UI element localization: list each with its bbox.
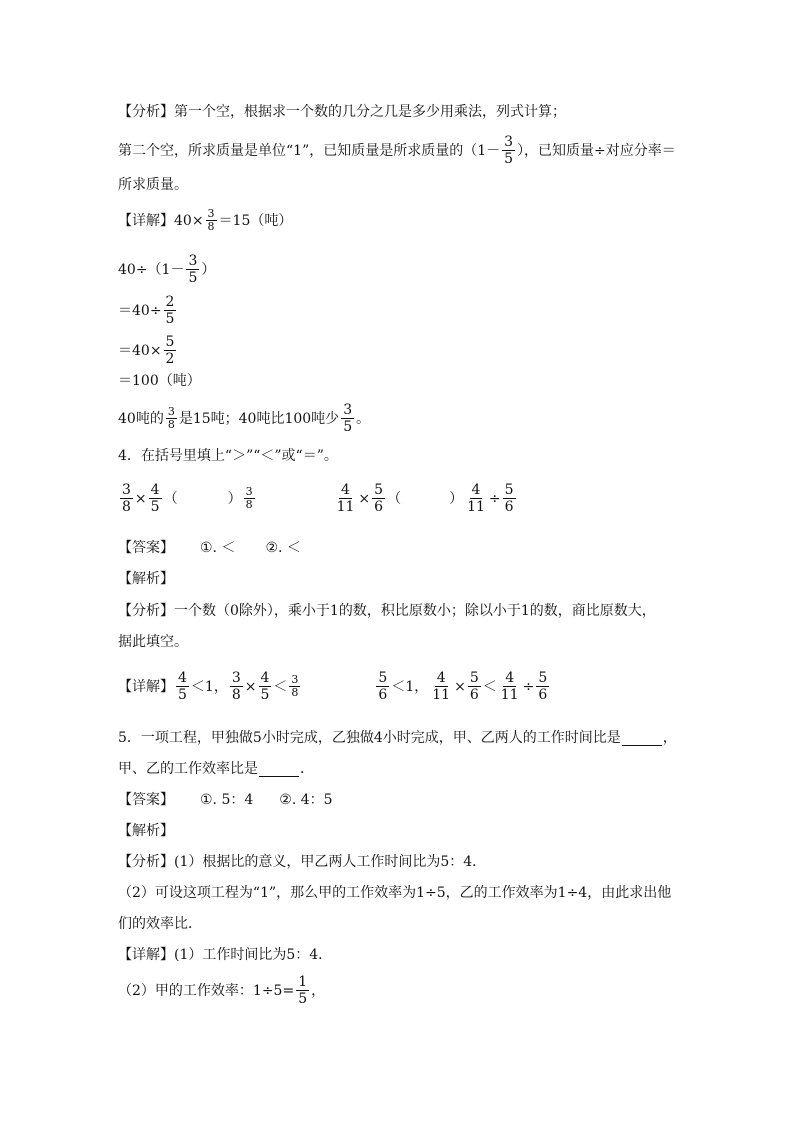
analysis-4-line-2 bbox=[118, 632, 188, 652]
analysis-text: （2）可设这项工程为“1”，那么甲的工作效率为1÷5，乙的工作效率为1÷4，由此求出他 bbox=[118, 885, 672, 901]
numerator: 3 bbox=[122, 482, 131, 498]
explanation-label: 【解析】 bbox=[118, 823, 174, 839]
answer-paren-open: （ bbox=[387, 490, 402, 507]
numerator: 3 bbox=[343, 402, 353, 418]
detail-line-2 bbox=[118, 253, 215, 286]
denominator: 8 bbox=[207, 220, 215, 233]
fraction-two-fifths bbox=[164, 294, 177, 327]
denominator: 6 bbox=[504, 499, 514, 515]
numerator: 4 bbox=[341, 482, 350, 498]
numerator: 5 bbox=[378, 670, 388, 686]
numerator: 4 bbox=[150, 482, 160, 498]
fraction-three-eighths bbox=[206, 208, 217, 233]
divide-sign: ÷ bbox=[522, 678, 535, 695]
denominator: 5 bbox=[178, 687, 187, 703]
analysis-5-line-2 bbox=[118, 883, 671, 903]
analysis-text: 们的效率比． bbox=[118, 916, 202, 932]
denominator: 5 bbox=[165, 311, 175, 327]
numerator: 3 bbox=[291, 673, 299, 686]
numerator: 2 bbox=[165, 294, 175, 310]
fraction-three-fifths bbox=[502, 134, 515, 167]
fraction-three-eighths bbox=[230, 670, 243, 703]
detail-text: ＝40× bbox=[118, 342, 162, 359]
detail-5-line-1 bbox=[118, 945, 332, 965]
denominator: 5 bbox=[188, 270, 198, 286]
answer-blank bbox=[259, 762, 299, 777]
fraction-four-elevenths bbox=[465, 482, 487, 515]
denominator: 8 bbox=[167, 418, 175, 431]
answer-item-1: ①. 5：4 bbox=[200, 792, 254, 808]
divide-sign: ÷ bbox=[488, 490, 501, 507]
denominator: 11 bbox=[336, 499, 355, 515]
denominator: 6 bbox=[378, 687, 388, 703]
numerator: 5 bbox=[165, 334, 175, 350]
detail-text: ＝40÷ bbox=[118, 302, 162, 319]
fraction-five-sixths bbox=[376, 670, 389, 703]
numerator: 4 bbox=[260, 670, 270, 686]
denominator: 2 bbox=[165, 351, 175, 367]
denominator: 11 bbox=[500, 687, 519, 703]
times-sign: × bbox=[134, 490, 147, 507]
answer-4 bbox=[118, 538, 301, 558]
detail-text: （2）甲的工作效率：1÷5= bbox=[118, 982, 295, 999]
detail-line-6 bbox=[118, 402, 370, 435]
numerator: 5 bbox=[469, 670, 479, 686]
fraction-three-eighths bbox=[244, 486, 255, 511]
detail-text: 40÷（1－ bbox=[118, 261, 185, 278]
question-text: 4．在括号里填上“＞”“＜”或“＝”。 bbox=[118, 448, 338, 464]
fraction-five-halves bbox=[164, 334, 177, 367]
numerator: 5 bbox=[538, 670, 548, 686]
fraction-four-elevenths bbox=[499, 670, 521, 703]
fraction-four-fifths bbox=[149, 482, 162, 515]
analysis-text: 所求质量。 bbox=[118, 177, 188, 193]
analysis-line-2 bbox=[118, 134, 676, 167]
detail-label: 【详解】 bbox=[118, 678, 174, 695]
denominator: 6 bbox=[374, 499, 384, 515]
answer-blank bbox=[622, 731, 662, 746]
answer-5 bbox=[118, 790, 333, 810]
detail-text: ＝15（吨） bbox=[218, 212, 293, 229]
answer-paren-close: ） bbox=[449, 490, 464, 507]
numerator: 4 bbox=[505, 670, 515, 686]
denominator: 8 bbox=[245, 498, 253, 511]
denominator: 8 bbox=[231, 687, 241, 703]
times-sign: × bbox=[358, 490, 371, 507]
detail-text: ） bbox=[201, 261, 216, 278]
fraction-four-elevenths bbox=[430, 670, 452, 703]
analysis-line-3 bbox=[118, 175, 188, 195]
detail-text: 。 bbox=[356, 410, 371, 427]
fraction-four-fifths bbox=[259, 670, 272, 703]
fraction-three-fifths bbox=[186, 253, 199, 286]
denominator: 5 bbox=[260, 687, 270, 703]
answer-label: 【答案】 bbox=[118, 540, 174, 556]
denominator: 5 bbox=[343, 419, 353, 435]
answer-item-1: ①. ＜ bbox=[200, 540, 236, 556]
numerator: 3 bbox=[245, 485, 253, 498]
less-than-sign: ＜ bbox=[273, 678, 288, 695]
analysis-text: ），已知质量÷对应分率＝ bbox=[517, 142, 676, 159]
denominator: 5 bbox=[150, 499, 160, 515]
fraction-four-elevenths bbox=[335, 482, 357, 515]
detail-line-4 bbox=[118, 334, 178, 367]
denominator: 6 bbox=[469, 687, 479, 703]
times-sign: × bbox=[244, 678, 257, 695]
fraction-five-sixths bbox=[536, 670, 549, 703]
denominator: 8 bbox=[122, 499, 131, 515]
analysis-text: 【分析】第一个空，根据求一个数的几分之几是多少用乘法，列式计算； bbox=[118, 104, 566, 120]
times-sign: × bbox=[454, 678, 466, 695]
detail-5-line-2 bbox=[118, 974, 325, 1007]
denominator: 11 bbox=[467, 499, 485, 515]
fraction-five-sixths bbox=[468, 670, 481, 703]
detail-line-1 bbox=[118, 208, 292, 233]
question-text: ． bbox=[300, 761, 314, 777]
fraction-three-eighths bbox=[289, 674, 300, 699]
denominator: 11 bbox=[432, 687, 451, 703]
numerator: 3 bbox=[188, 253, 198, 269]
detail-text: 【详解】(1）工作时间比为5：4． bbox=[118, 947, 333, 963]
answer-item-2: ②. 4：5 bbox=[279, 792, 333, 808]
analysis-line-1 bbox=[118, 102, 566, 122]
analysis-text: 第二个空，所求质量是单位“1”，已知质量是所求质量的（1－ bbox=[118, 142, 501, 159]
fraction-five-sixths bbox=[503, 482, 516, 515]
question-text: 5．一项工程，甲独做5小时完成，乙独做4小时完成，甲、乙两人的工作时间比是 bbox=[118, 730, 621, 746]
analysis-5-line-3 bbox=[118, 914, 202, 934]
answer-paren-close: ） bbox=[227, 490, 242, 507]
numerator: 4 bbox=[436, 670, 446, 686]
fraction-three-eighths bbox=[120, 482, 133, 515]
detail-text: 是15吨；40吨比100吨少 bbox=[178, 410, 340, 427]
detail-4 bbox=[118, 670, 551, 703]
analysis-4-line-1 bbox=[118, 601, 656, 621]
question-4 bbox=[118, 446, 338, 466]
answer-paren-open: （ bbox=[163, 490, 178, 507]
numerator: 1 bbox=[298, 974, 308, 990]
denominator: 8 bbox=[291, 686, 299, 699]
fraction-five-sixths bbox=[372, 482, 385, 515]
explanation-5-label bbox=[118, 821, 174, 841]
question-5-line-2 bbox=[118, 759, 314, 779]
less-than-one: ＜1， bbox=[190, 678, 228, 695]
numerator: 4 bbox=[178, 670, 187, 686]
question-4-expressions bbox=[118, 482, 518, 515]
analysis-5-line-1 bbox=[118, 852, 486, 872]
less-than-one: ＜1， bbox=[391, 678, 429, 695]
analysis-text: 【分析】一个数（0除外），乘小于1的数，积比原数小；除以小于1的数，商比原数大， bbox=[118, 603, 656, 619]
less-than-sign: ＜ bbox=[482, 678, 497, 695]
numerator: 3 bbox=[231, 670, 241, 686]
fraction-three-eighths bbox=[166, 406, 177, 431]
numerator: 5 bbox=[504, 482, 514, 498]
fraction-four-fifths bbox=[176, 670, 189, 703]
numerator: 5 bbox=[374, 482, 384, 498]
analysis-text: 【分析】(1）根据比的意义，甲乙两人工作时间比为5：4． bbox=[118, 854, 487, 870]
denominator: 6 bbox=[538, 687, 548, 703]
detail-text: 【详解】40× bbox=[118, 212, 204, 229]
fraction-one-fifth bbox=[296, 974, 309, 1007]
detail-line-5 bbox=[118, 371, 201, 391]
numerator: 4 bbox=[471, 482, 481, 498]
detail-text: 40吨的 bbox=[118, 410, 164, 427]
detail-text: ＝100（吨） bbox=[118, 373, 201, 389]
question-5-line-1 bbox=[118, 728, 677, 748]
denominator: 5 bbox=[504, 151, 514, 167]
numerator: 3 bbox=[167, 405, 175, 418]
numerator: 3 bbox=[207, 207, 215, 220]
explanation-label: 【解析】 bbox=[118, 571, 174, 587]
question-text: ， bbox=[662, 730, 677, 746]
explanation-4-label bbox=[118, 569, 174, 589]
detail-line-3 bbox=[118, 294, 178, 327]
answer-label: 【答案】 bbox=[118, 792, 174, 808]
analysis-text: 据此填空。 bbox=[118, 634, 188, 650]
numerator: 3 bbox=[504, 134, 514, 150]
question-text: 甲、乙的工作效率比是 bbox=[118, 761, 258, 777]
detail-text: ， bbox=[311, 982, 326, 999]
denominator: 5 bbox=[298, 991, 308, 1007]
fraction-three-fifths bbox=[341, 402, 354, 435]
answer-item-2: ②. ＜ bbox=[265, 540, 301, 556]
